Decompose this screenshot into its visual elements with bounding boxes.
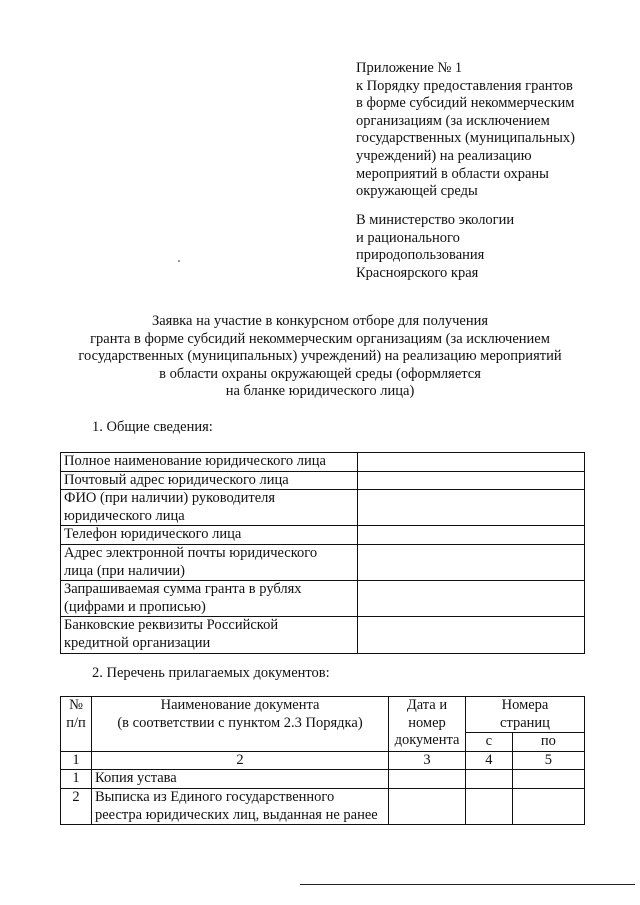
table-row [61, 617, 585, 653]
field-label-line: (цифрами и прописью) [64, 598, 206, 615]
documents-table [60, 696, 585, 825]
recipient-block [356, 212, 606, 282]
scan-speck [178, 260, 180, 262]
header-line: Номера [501, 697, 549, 713]
annex-line: учреждений) на реализацию [356, 147, 532, 164]
field-label-line: кредитной организации [64, 634, 211, 651]
row-to[interactable] [512, 770, 584, 789]
field-label [61, 490, 358, 526]
field-value[interactable] [358, 544, 585, 580]
field-label [61, 617, 358, 653]
annex-line: государственных (муниципальных) [356, 130, 575, 147]
row-from[interactable] [466, 788, 513, 824]
title-line: гранта в форме субсидий некоммерческим организациям (за исключением [90, 330, 550, 347]
col-number: 5 [512, 751, 584, 770]
table-row [61, 770, 585, 789]
header-date [389, 697, 466, 752]
recipient-line: и рационального [356, 229, 460, 246]
row-name-line: Выписка из Единого государственного [95, 788, 335, 805]
recipient-line: В министерство экологии [356, 212, 515, 228]
table-header-row [61, 697, 585, 733]
col-number: 4 [466, 751, 513, 770]
header-line: № [69, 697, 83, 713]
field-label [61, 526, 358, 545]
title-line: Заявка на участие в конкурсном отборе для получения [151, 313, 489, 329]
field-label-line: Банковские реквизиты Российской [64, 617, 279, 634]
col-number: 3 [389, 751, 466, 770]
row-date[interactable] [389, 770, 466, 789]
header-line: страниц [500, 714, 550, 731]
row-num: 2 [61, 788, 92, 824]
field-label-line: ФИО (при наличии) руководителя [64, 490, 276, 507]
field-value[interactable] [358, 471, 585, 490]
field-value[interactable] [358, 526, 585, 545]
table-row [61, 788, 585, 824]
row-num: 1 [61, 770, 92, 789]
annex-line: Приложение № 1 [356, 60, 463, 76]
recipient-line: природопользования [356, 247, 485, 264]
annex-line: окружающей среды [356, 183, 478, 200]
row-to[interactable] [512, 788, 584, 824]
annex-line: в форме субсидий некоммерческим [356, 95, 575, 112]
field-value[interactable] [358, 490, 585, 526]
field-value[interactable] [358, 617, 585, 653]
title-line: в области охраны окружающей среды (оформляется [159, 365, 481, 382]
col-number: 1 [61, 751, 92, 770]
field-label [61, 471, 358, 490]
column-number-row [61, 751, 585, 770]
title-line: на бланке юридического лица) [225, 383, 415, 400]
general-info-table [60, 452, 585, 654]
header-to: по [512, 733, 584, 752]
document-title [60, 313, 580, 401]
field-label-line: Адрес электронной почты юридического [64, 544, 318, 561]
annex-line: к Порядку предоставления грантов [356, 77, 573, 94]
header-num [61, 697, 92, 752]
table-row [61, 453, 585, 472]
header-line: документа [394, 732, 460, 749]
field-label-line: Полное наименование юридического лица [64, 453, 326, 469]
field-label [61, 544, 358, 580]
header-pages [466, 697, 585, 733]
col-number: 2 [92, 751, 389, 770]
recipient-line: Красноярского края [356, 264, 479, 281]
field-value[interactable] [358, 453, 585, 472]
header-line: п/п [66, 714, 86, 731]
annex-line: мероприятий в области охраны [356, 165, 549, 182]
row-from[interactable] [466, 770, 513, 789]
field-label-line: юридического лица [64, 507, 185, 524]
field-label-line: Почтовый адрес юридического лица [64, 471, 289, 488]
row-name [92, 770, 389, 789]
row-name-line: реестра юридических лиц, выданная не ранее [95, 806, 378, 823]
header-line: Дата и [406, 697, 448, 713]
header-from: с [466, 733, 513, 752]
header-line: (в соответствии с пунктом 2.3 Порядка) [117, 714, 363, 731]
annex-block [356, 60, 606, 201]
row-name [92, 788, 389, 824]
row-name-line: Копия устава [95, 770, 177, 787]
field-label-line: Телефон юридического лица [64, 526, 242, 543]
annex-line: организациям (за исключением [356, 112, 550, 129]
table-row [61, 526, 585, 545]
title-line: государственных (муниципальных) учреждений) на реализацию мероприятий [78, 348, 562, 365]
field-label-line: Запрашиваемая сумма гранта в рублях [64, 581, 302, 598]
table-row [61, 471, 585, 490]
table-row [61, 544, 585, 580]
page-bottom-rule [300, 884, 635, 885]
field-label [61, 453, 358, 472]
header-line: Наименование документа [160, 697, 320, 713]
header-name [92, 697, 389, 752]
row-date[interactable] [389, 788, 466, 824]
header-line: номер [408, 714, 446, 731]
section1-heading: 1. Общие сведения: [92, 419, 213, 435]
section2-heading: 2. Перечень прилагаемых документов: [92, 665, 330, 681]
table-row [61, 490, 585, 526]
field-value[interactable] [358, 581, 585, 617]
field-label-line: лица (при наличии) [64, 562, 185, 579]
field-label [61, 581, 358, 617]
table-row [61, 581, 585, 617]
